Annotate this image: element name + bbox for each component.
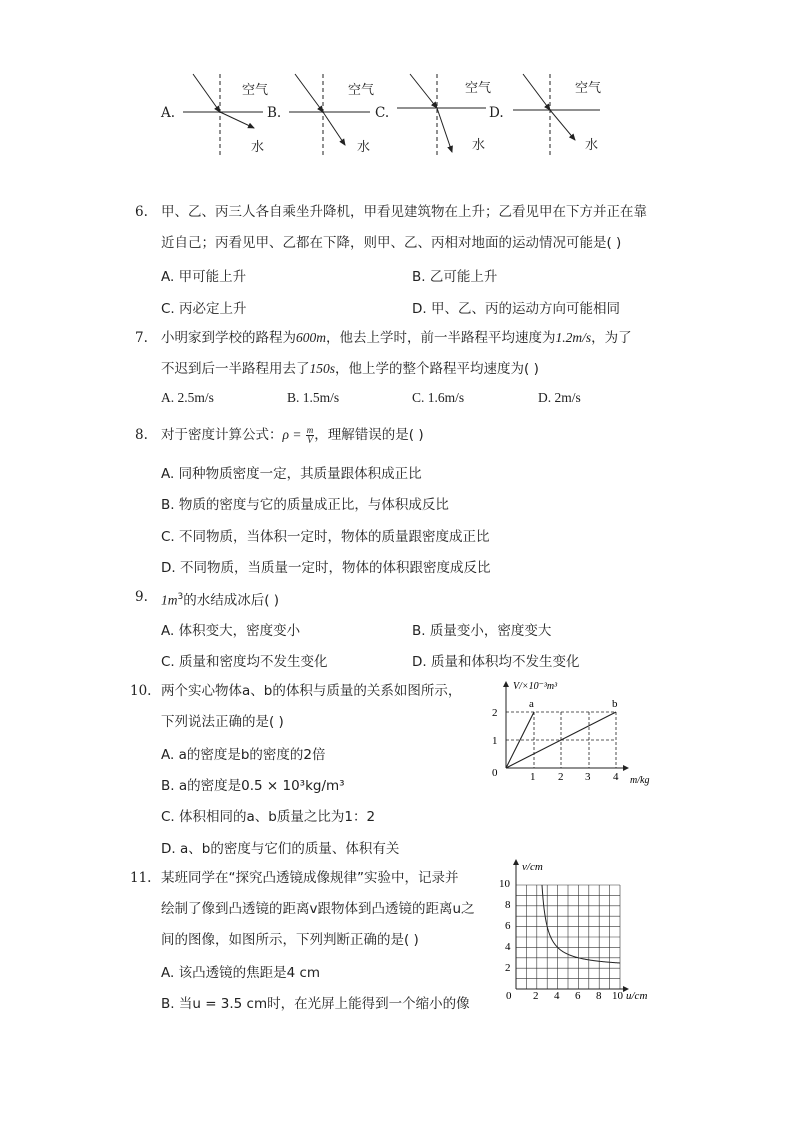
q8-frac-top: m [306, 424, 314, 435]
q10-stem-line2: 下列说法正确的是( ) [161, 714, 284, 730]
q5-option-c[interactable]: C. [375, 105, 390, 121]
q11-grid [516, 885, 620, 989]
q10-y-tick-2: 2 [492, 707, 498, 719]
q8-option-b[interactable]: B. 物质的密度与它的质量成正比，与体积成反比 [161, 497, 449, 513]
q7-text: ，他上学的整个路程平均速度为( ) [335, 361, 539, 377]
q7-distance: 600m [296, 330, 326, 345]
q7-text: ，为了 [591, 330, 632, 346]
q9-option-b[interactable]: B. 质量变小，密度变大 [412, 623, 552, 639]
q10-option-b[interactable]: B. a的密度是0.5 × 10³kg/m³ [161, 778, 345, 794]
q11-y-tick-8: 8 [505, 899, 511, 911]
q11-stem-line2: 绘制了像到凸透镜的距离v跟物体到凸透镜的距离u之 [161, 901, 475, 917]
q5-option-b[interactable]: B. [267, 105, 282, 121]
q11-x-tick-4: 4 [554, 990, 560, 1002]
q10-origin: 0 [492, 767, 498, 779]
q5-option-a[interactable]: A. [161, 105, 176, 121]
q9-number: 9. [135, 589, 148, 605]
q5-diagrams-svg [0, 60, 794, 170]
q5-water-label-b: 水 [357, 140, 371, 155]
q7-number: 7. [135, 330, 148, 346]
q5-air-label-d: 空气 [575, 81, 602, 96]
q6-option-b[interactable]: B. 乙可能上升 [412, 269, 498, 285]
q11-x-label: u/cm [626, 990, 648, 1002]
q10-line-a [506, 712, 534, 768]
q7-text: ，他去上学时，前一半路程平均速度为 [326, 330, 556, 346]
q11-x-tick-8: 8 [596, 990, 602, 1002]
q5-air-label-b: 空气 [348, 83, 375, 98]
q9-text: 的水结成冰后( ) [183, 592, 280, 609]
q5-water-label-c: 水 [472, 138, 486, 153]
q7-text: 小明家到学校的路程为 [161, 330, 296, 346]
q7-option-a[interactable]: A. 2.5m/s [161, 390, 214, 405]
q11-x-tick-6: 6 [575, 990, 581, 1002]
q9-option-d[interactable]: D. 质量和体积均不发生变化 [412, 654, 580, 670]
q10-option-a[interactable]: A. a的密度是b的密度的2倍 [161, 747, 326, 763]
q11-y-tick-10: 10 [499, 878, 510, 890]
q9-stem [161, 587, 279, 611]
q11-y-label: v/cm [522, 861, 543, 873]
q5-water-label-d: 水 [585, 138, 599, 153]
q10-x-label: m/kg [630, 775, 650, 786]
q7-stem-line1 [161, 328, 632, 348]
q8-number: 8. [135, 427, 148, 443]
q10-y-label: V/×10⁻³m³ [513, 681, 558, 692]
q9-volume-exp: 3 [177, 592, 184, 602]
q8-frac-bottom: V [307, 434, 313, 445]
q10-graph [480, 676, 660, 796]
q7-time: 150s [309, 361, 336, 376]
q8-text: 对于密度计算公式： [161, 427, 283, 443]
q11-stem-line3: 间的图像，如图所示，下列判断正确的是( ) [161, 932, 419, 948]
q10-x-tick-1: 1 [530, 771, 536, 783]
q10-number: 10. [130, 683, 152, 699]
q6-stem-line1: 甲、乙、丙三人各自乘坐升降机，甲看见建筑物在上升；乙看见甲在下方并正在靠 [161, 204, 647, 220]
q8-option-c[interactable]: C. 不同物质，当体积一定时，物体的质量跟密度成正比 [161, 529, 490, 545]
q6-option-c[interactable]: C. 丙必定上升 [161, 301, 247, 317]
q6-option-a[interactable]: A. 甲可能上升 [161, 269, 247, 285]
q6-option-d[interactable]: D. 甲、乙、丙的运动方向可能相同 [412, 301, 620, 317]
q8-option-a[interactable]: A. 同种物质密度一定，其质量跟体积成正比 [161, 466, 422, 482]
q11-number: 11. [130, 870, 152, 886]
q11-origin: 0 [506, 990, 512, 1002]
q11-option-b[interactable]: B. 当u = 3.5 cm时，在光屏上能得到一个缩小的像 [161, 996, 470, 1012]
q5-air-label-c: 空气 [465, 81, 492, 96]
q7-text: 不迟到后一半路程用去了 [161, 361, 310, 377]
q11-option-a[interactable]: A. 该凸透镜的焦距是4 cm [161, 965, 321, 981]
q9-option-c[interactable]: C. 质量和密度均不发生变化 [161, 654, 328, 670]
q8-stem [161, 425, 424, 445]
q10-x-tick-3: 3 [585, 771, 591, 783]
q11-graph [496, 856, 666, 1006]
q10-x-tick-4: 4 [613, 771, 619, 783]
q7-option-d[interactable]: D. 2m/s [538, 390, 581, 405]
q5-water-label-a: 水 [251, 140, 265, 155]
q8-formula-lhs: ρ = [282, 427, 302, 442]
q8-text: ，理解错误的是( ) [314, 427, 424, 443]
q11-x-tick-10: 10 [612, 990, 623, 1002]
q11-y-tick-6: 6 [505, 920, 511, 932]
q8-fraction [306, 426, 315, 445]
q7-option-c[interactable]: C. 1.6m/s [412, 390, 465, 405]
q10-label-b: b [612, 698, 618, 710]
q7-stem-line2 [161, 359, 539, 379]
q10-stem-line1: 两个实心物体a、b的体积与质量的关系如图所示， [161, 683, 462, 699]
q6-number: 6. [135, 204, 148, 220]
q11-y-tick-2: 2 [505, 962, 511, 974]
q5-option-d[interactable]: D. [489, 105, 504, 121]
q6-stem-line2: 近自己；丙看见甲、乙都在下降，则甲、乙、丙相对地面的运动情况可能是( ) [161, 235, 622, 251]
q11-stem-line1: 某班同学在“探究凸透镜成像规律”实验中，记录并 [161, 870, 459, 886]
q10-y-tick-1: 1 [492, 735, 498, 747]
q10-x-tick-2: 2 [558, 771, 564, 783]
q7-speed: 1.2m/s [555, 330, 592, 345]
q10-option-c[interactable]: C. 体积相同的a、b质量之比为1：2 [161, 809, 376, 825]
q5-air-label-a: 空气 [242, 83, 269, 98]
q10-option-d[interactable]: D. a、b的密度与它们的质量、体积有关 [161, 841, 400, 857]
q9-option-a[interactable]: A. 体积变大，密度变小 [161, 623, 301, 639]
q11-y-tick-4: 4 [505, 941, 511, 953]
q8-option-d[interactable]: D. 不同物质，当质量一定时，物体的体积跟密度成反比 [161, 560, 491, 576]
q10-label-a: a [529, 698, 534, 710]
q11-curve [542, 885, 620, 963]
q7-option-b[interactable]: B. 1.5m/s [287, 390, 340, 405]
q5-diagrams [0, 60, 794, 170]
q11-x-tick-2: 2 [533, 990, 539, 1002]
q9-volume: 1m [161, 592, 178, 608]
